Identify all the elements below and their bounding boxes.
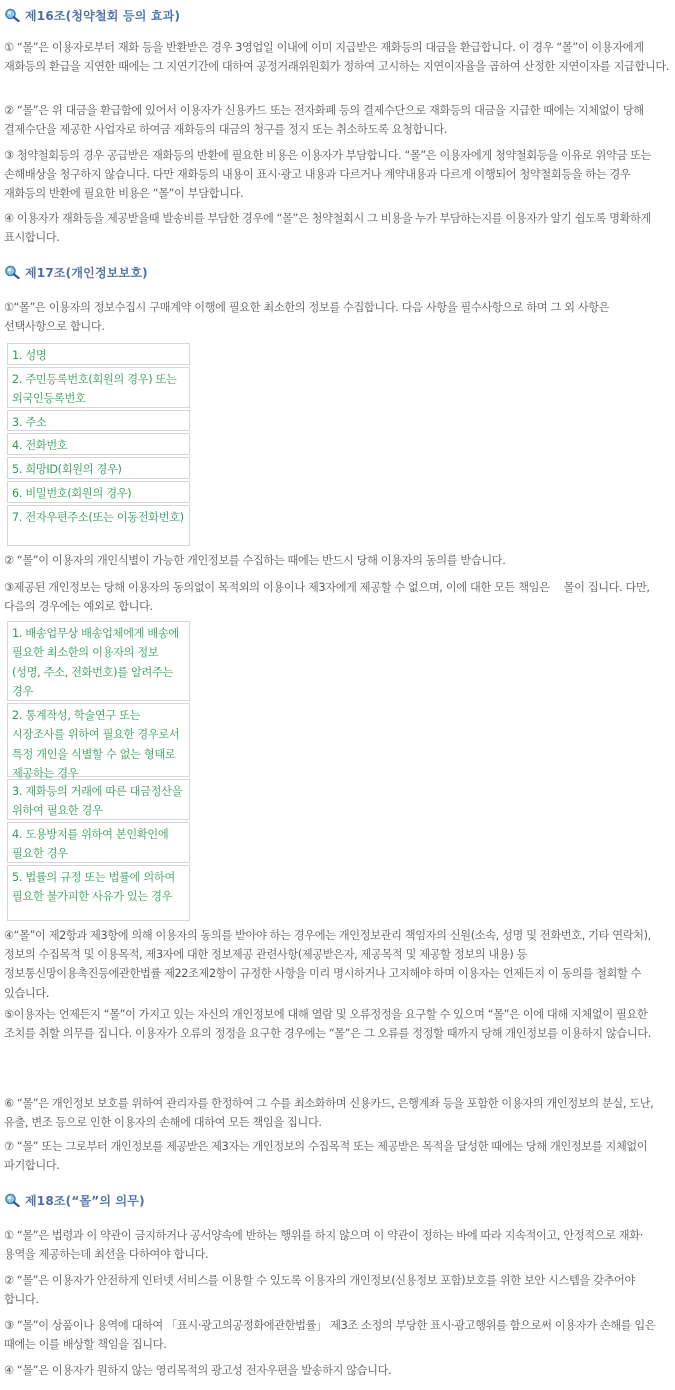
required-item: 1. 성명 xyxy=(7,343,190,365)
required-item: 3. 주소 xyxy=(7,410,190,431)
art18-para-3: ③ “몰”이 상품이나 용역에 대하여 「표시·광고의공정화에관한법률」 제3조 소정의 부당한 표시·광고행위를 함으로써 이용자가 손해를 입은 때에는 이를 배상할 책임을 집니다. xyxy=(4,1319,656,1352)
art17-para-6: ⑥ “몰”은 개인정보 보호를 위하여 관리자를 한정하여 그 수를 최소화하며 신용카드, 은행계좌 등을 포함한 이용자의 개인정보의 분실, 도난, 유출, 변조 등으로 인한 이용자의 손해에 대하여 모든 책임을 집니다. xyxy=(4,1097,654,1130)
art17-para-5: ⑤이용자는 언제든지 “몰”이 가지고 있는 자신의 개인정보에 대해 열람 및 오류정정을 요구할 수 있으며 “몰”은 이에 대해 지체없이 필요한 조치를 취할 의무를 집니다. 이용자가 오류의 정정을 요구한 경우에는 “몰”은 그 오류를 정정할 때까지 당해 개인정보를 이용하지 않습니다. xyxy=(4,1008,651,1041)
art17-para-2: ② “몰”이 이용자의 개인식별이 가능한 개인정보를 수집하는 때에는 반드시 당해 이용자의 동의를 받습니다. xyxy=(4,554,506,567)
article-16-heading xyxy=(4,5,180,25)
art18-para-1: ① “몰”은 법령과 이 약관이 금지하거나 공서양속에 반하는 행위를 하지 않으며 이 약관이 정하는 바에 따라 지속적이고, 안정적으로 재화·용역을 제공하는데 최선을 다하여야 합니다. xyxy=(4,1229,643,1262)
article-17-heading xyxy=(4,262,148,282)
art16-para-1: ① “몰”은 이용자로부터 재화 등을 반환받은 경우 3영업일 이내에 이미 지급받은 재화등의 대금을 환급합니다. 이 경우 “몰”이 이용자에게 재화등의 환급을 지연한 때에는 그 지연기간에 대하여 공정거래위원회가 정하여 고시하는 지연이자율을 곱하여 산정한 지연이자를 지급합니다. xyxy=(4,41,670,74)
art17-para-7: ⑦ “몰” 또는 그로부터 개인정보를 제공받은 제3자는 개인정보의 수집목적 또는 제공받은 목적을 달성한 때에는 당해 개인정보를 지체없이 파기합니다. xyxy=(4,1140,648,1173)
art16-para-4: ④ 이용자가 재화등을 제공받을때 발송비를 부담한 경우에 “몰”은 청약철회시 그 비용을 누가 부담하는지를 이용자가 알기 쉽도록 명확하게 표시합니다. xyxy=(4,212,652,245)
required-item: 4. 전화번호 xyxy=(7,433,190,455)
magnifier-icon xyxy=(4,8,20,22)
required-item: 6. 비밀번호(회원의 경우) xyxy=(7,481,190,503)
exception-item: 2. 통계작성, 학술연구 또는 시장조사를 위하여 필요한 경우로서 특정 개인을 식별할 수 없는 형태로 제공하는 경우 xyxy=(7,703,190,777)
required-item: 7. 전자우편주소(또는 이동전화번호) xyxy=(7,505,190,546)
article-18-title: 제18조(“몰”의 의무) xyxy=(25,1193,145,1208)
art18-para-4: ④ “몰”은 이용자가 원하지 않는 영리목적의 광고성 전자우편을 발송하지 않습니다. xyxy=(4,1364,392,1377)
art16-para-3: ③ 청약철회등의 경우 공급받은 재화등의 반환에 필요한 비용은 이용자가 부담합니다. “몰”은 이용자에게 청약철회등을 이유로 위약금 또는 손해배상을 청구하지 않습니다. 다만 재화등의 내용이 표시·광고 내용과 다르거나 계약내용과 다르게 이행되어 청약철회등을 하는 경우 재화등의 반환에 필요한 비용은 “몰”이 부담합니다. xyxy=(4,149,652,201)
article-17-title: 제17조(개인정보보호) xyxy=(25,265,148,280)
exception-item: 1. 배송업무상 배송업체에게 배송에 필요한 최소한의 이용자의 정보(성명, 주소, 전화번호)를 알려주는 경우 xyxy=(7,621,190,701)
art16-para-2: ② “몰”은 위 대금을 환급함에 있어서 이용자가 신용카드 또는 전자화폐 등의 결제수단으로 재화등의 대금을 지급한 때에는 지체없이 당해 결제수단을 제공한 사업자로 하여금 재화등의 대금의 청구를 정지 또는 취소하도록 요청합니다. xyxy=(4,104,644,137)
article-16-title: 제16조(청약철회 등의 효과) xyxy=(25,8,181,23)
art17-para-4: ④“몰”이 제2항과 제3항에 의해 이용자의 동의를 받아야 하는 경우에는 개인정보관리 책임자의 신원(소속, 성명 및 전화번호, 기타 연락처), 정보의 수집목적 및 이용목적, 제3자에 대한 정보제공 관련사항(제공받은자, 제공목적 및 제공할 정보의 내용) 등 정보통신망이용촉진등에관한법률 제22조제2항이 규정한 사항을 미리 명시하거나 고지해야 하며 이용자는 언제든지 이 동의를 철회할 수 있습니다. xyxy=(4,929,651,1000)
art17-para-3: ③제공된 개인정보는 당해 이용자의 동의없이 목적외의 이용이나 제3자에게 제공할 수 없으며, 이에 대한 모든 책임은 몰이 집니다. 다만, 다음의 경우에는 예외로 합니다. xyxy=(4,581,650,614)
magnifier-icon xyxy=(4,1193,20,1207)
article-18-heading xyxy=(4,1190,145,1210)
exception-item: 5. 법률의 규정 또는 법률에 의하여 필요한 불가피한 사유가 있는 경우 xyxy=(7,865,190,921)
required-item: 5. 희망ID(회원의 경우) xyxy=(7,457,190,479)
art18-para-2: ② “몰”은 이용자가 안전하게 인터넷 서비스를 이용할 수 있도록 이용자의 개인정보(신용정보 포함)보호를 위한 보안 시스템을 갖추어야 합니다. xyxy=(4,1274,635,1307)
art17-para-1: ①“몰”은 이용자의 정보수집시 구매계약 이행에 필요한 최소한의 정보를 수집합니다. 다음 사항을 필수사항으로 하며 그 외 사항은 선택사항으로 합니다. xyxy=(4,301,610,334)
exception-item: 3. 재화등의 거래에 따른 대금정산을 위하여 필요한 경우 xyxy=(7,779,190,820)
required-item: 2. 주민등록번호(회원의 경우) 또는 외국인등록번호 xyxy=(7,367,190,408)
exception-item: 4. 도용방지를 위하여 본인확인에 필요한 경우 xyxy=(7,822,190,863)
magnifier-icon xyxy=(4,265,20,279)
